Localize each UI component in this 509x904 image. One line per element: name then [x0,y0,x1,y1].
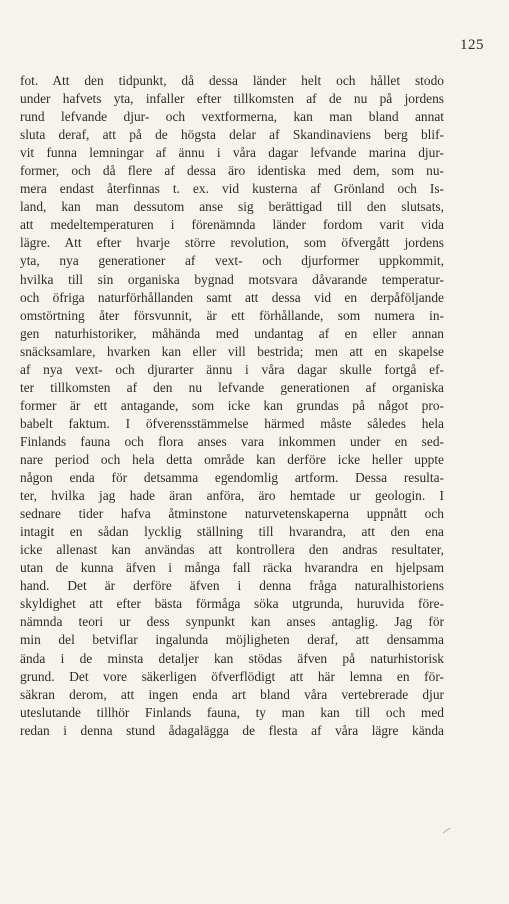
text-line: under hafvets yta, infaller efter tillkomsten af de nu på jordens [20,91,444,107]
text-line: någon enda för detsamma egendomlig artform. Dessa resulta- [20,470,444,486]
text-line: former, och då flere af dessa äro identiska med dem, som nu- [20,163,444,179]
text-line: nämnda teori ur dess synpunkt kan anses antaglig. Jag för [20,614,444,630]
text-line: utan de kunna äfven i många fall räcka hvarandra en hjelpsam [20,560,444,576]
text-line: mera endast återfinnas t. ex. vid kusterna af Grönland och Is- [20,181,444,197]
text-line: grund. Det vore säkerligen öfverflödigt att här lemna en för- [20,668,444,684]
text-line: omstörtning åter försvunnit, är ett förhållande, som numera in- [20,307,444,323]
body-text [20,72,444,740]
text-line: gen naturhistoriker, måhända med undantag af en eller annan [20,325,444,341]
text-line: sednare tider hafva åtminstone naturvetenskaperna uppnått och [20,506,444,522]
text-line: redan i denna stund ådagalägga de flesta af våra lägre kända [20,722,444,738]
text-line: ter tillkomsten af den nu lefvande generationen af organiska [20,379,444,395]
text-line: former är ett antagande, som icke kan grundas på något pro- [20,397,444,413]
text-line: babelt faktum. I öfverensstämmelse härmed måste således hela [20,415,444,431]
text-line: säkran derom, att ingen enda art bland våra vertebrerade djur [20,686,444,702]
text-line: intagit en sådan lycklig ställning till hvarandra, att den ena [20,524,444,540]
text-line: lägre. Att efter hvarje större revolution, som öfvergått jordens [20,235,444,251]
text-line: ter, hvilka jag hade äran anföra, äro hemtade ur geologin. I [20,488,444,504]
text-line: Finlands fauna och flora anses vara inkommen under en sed- [20,433,444,449]
text-line: icke allenast kan användas att kontrollera den andras resultater, [20,542,444,558]
text-line: af nya vext- och djurarter ännu i våra dagar skulle fortgå ef- [20,361,444,377]
text-line: ända i de minsta detaljer kan stödas äfven på naturhistorisk [20,650,444,666]
text-line: vit funna lemningar af ännu i våra dagar lefvande marina djur- [20,145,444,161]
text-line: fot. Att den tidpunkt, då dessa länder helt och hållet stodo [20,73,444,88]
text-line: att medeltemperaturen i förenämnda länder fordom varit vida [20,217,444,233]
text-line: yta, nya generationer af vext- och djurformer uppkommit, [20,253,444,269]
paper-speck [443,828,451,834]
text-line: rund lefvande djur- och vextformerna, kan man bland annat [20,109,444,125]
text-line: sluta deraf, att på de högsta delar af Skandinaviens berg blif- [20,127,444,143]
page-number: 125 [460,37,484,53]
text-line: land, kan man dessutom anse sig berättigad till den slutsats, [20,199,444,215]
text-line: min del betviflar ingalunda möjligheten deraf, att densamma [20,632,444,648]
text-line: och öfriga naturförhållanden samt att dessa vid en derpåföljande [20,289,444,305]
text-line: uteslutande tillhör Finlands fauna, ty man kan till och med [20,704,444,720]
text-line: snäcksamlare, hvarken kan eller vill bestrida; men att en skapelse [20,343,444,359]
text-line: skyldighet att efter bästa förmåga söka utgrunda, huruvida före- [20,596,444,612]
text-line: hvilka till sin organiska bygnad motsvara dåvarande temperatur- [20,271,444,287]
text-line: nare period och hela detta område kan derföre icke heller uppte [20,451,444,467]
text-line: hand. Det är derföre äfven i denna fråga naturalhistoriens [20,578,444,594]
